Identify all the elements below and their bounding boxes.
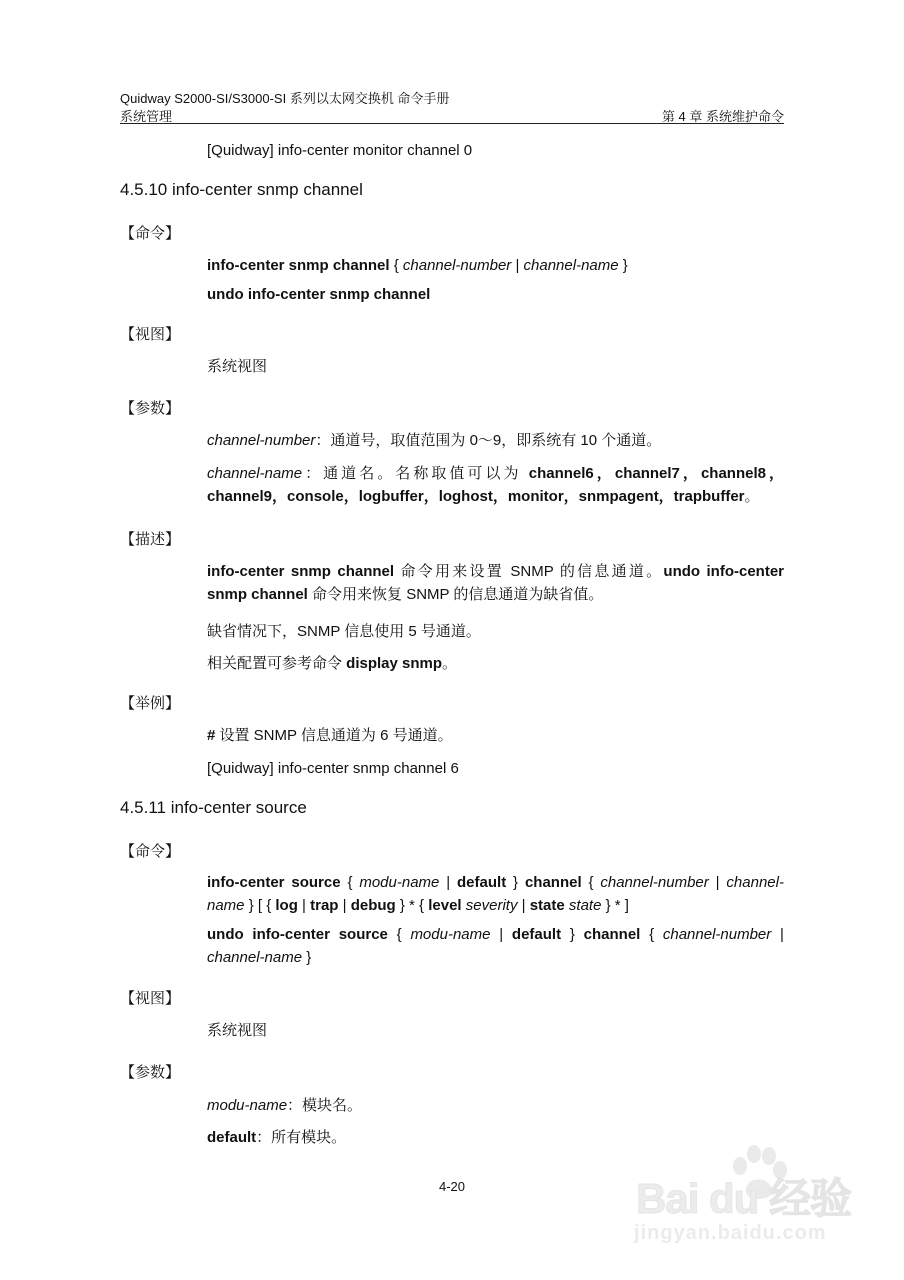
command-syntax: info-center source { modu-name | default } channel { channel-number | channel-name } [ { log | trap | debug } * { level severity | state state } * ] <box>207 874 784 914</box>
example-code: [Quidway] info-center snmp channel 6 <box>207 760 459 777</box>
description-related: 相关配置可参考命令 display snmp。 <box>207 655 458 672</box>
parameter-default: default：所有模块。 <box>207 1129 347 1146</box>
parameter-channel-number: channel-number：通道号，取值范围为 0～9，即系统有 10 个通道。 <box>207 432 662 449</box>
page-number: 4-20 <box>438 1179 466 1194</box>
description-default: 缺省情况下，SNMP 信息使用 5 号通道。 <box>207 623 481 640</box>
watermark-url: jingyan.baidu.com <box>634 1222 827 1244</box>
header-chapter: 第 4 章 系统维护命令 <box>661 109 784 124</box>
undo-command-syntax: undo info-center snmp channel <box>207 286 431 303</box>
description-paragraph: info-center snmp channel 命令用来设置 SNMP 的信息通道。undo info-center snmp channel 命令用来恢复 SNMP 的信息通道为缺省值。 <box>207 563 784 603</box>
command-label: 【命令】 <box>120 225 181 242</box>
undo-command-syntax: undo info-center source { modu-name | default } channel { channel-number | channel-name } <box>207 926 784 966</box>
parameter-label: 【参数】 <box>120 400 181 417</box>
header-rule <box>120 123 784 124</box>
watermark-brand: Bai du 经验 <box>636 1175 852 1222</box>
parameter-channel-name: channel-name：通道名。名称取值可以为 channel6，channel7，channel8，channel9，console，logbuffer，loghost，monitor，snmpagent，trapbuffer。 <box>207 465 785 505</box>
command-label: 【命令】 <box>120 843 181 860</box>
section-heading: 4.5.11 info-center source <box>120 798 307 817</box>
command-syntax: info-center snmp channel { channel-number | channel-name } <box>207 257 628 274</box>
parameter-modu-name: modu-name：模块名。 <box>207 1097 363 1114</box>
example-comment: # 设置 SNMP 信息通道为 6 号通道。 <box>207 727 453 744</box>
view-label: 【视图】 <box>120 326 181 343</box>
section-heading: 4.5.10 info-center snmp channel <box>120 180 363 199</box>
parameter-label: 【参数】 <box>120 1064 181 1081</box>
view-value: 系统视图 <box>207 1022 268 1039</box>
doc-title: Quidway S2000-SI/S3000-SI 系列以太网交换机 命令手册 <box>120 91 450 106</box>
example-label: 【举例】 <box>120 695 181 712</box>
description-label: 【描述】 <box>120 531 181 548</box>
view-label: 【视图】 <box>120 990 181 1007</box>
example-code: [Quidway] info-center monitor channel 0 <box>207 142 473 159</box>
baidu-watermark <box>628 1142 858 1252</box>
header-section: 系统管理 <box>120 109 173 124</box>
view-value: 系统视图 <box>207 358 268 375</box>
